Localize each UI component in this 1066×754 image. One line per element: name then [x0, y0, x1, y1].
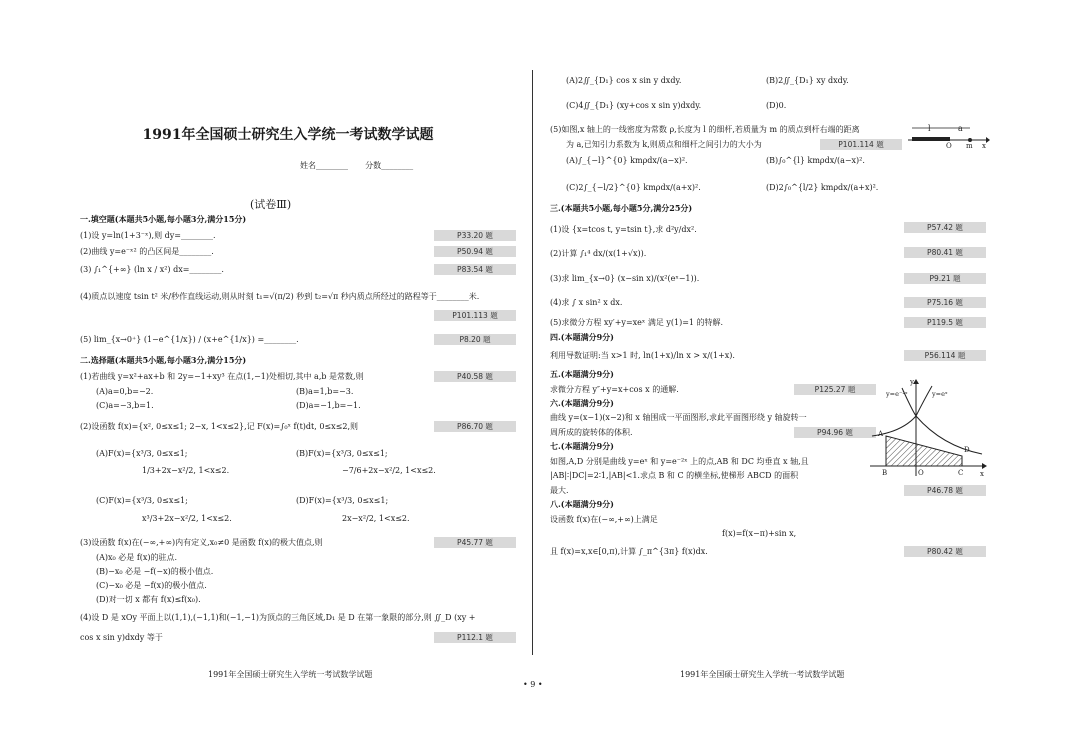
fill-q3: (3) ∫₁^{+∞} (ln x / x²) dx=________.: [80, 265, 224, 274]
proof-q4: 利用导数证明:当 x>1 时, ln(1+x)/ln x > x/(1+x).: [550, 351, 735, 360]
section-3-heading: 三.(本题共5小题,每小题5分,满分25分): [550, 203, 693, 213]
x-axis-arrow: [982, 463, 987, 469]
page-number: • 9 •: [523, 680, 543, 689]
choice-q2-option-c-line1: (C)F(x)={x³/3, 0≤x≤1;: [96, 496, 188, 505]
choice-q5-line1: (5)如图,x 轴上的一线密度为常数 ρ,长度为 l 的细杆,若质量为 m 的质点到杆右端的距离: [550, 125, 860, 134]
choice-q2-option-d-line1: (D)F(x)={x³/3, 0≤x≤1;: [296, 496, 389, 505]
ref-tag: P101.113 题: [434, 310, 516, 321]
integral-q8-line1: 设函数 f(x)在(−∞,+∞)上满足: [550, 515, 658, 524]
choice-q4-line2: cos x sin y)dxdy 等于: [80, 633, 163, 642]
footer-left: 1991年全国硕士研究生入学统一考试数学试题: [208, 670, 373, 679]
choice-q2-option-c-line2: x³/3+2x−x²/2, 1<x≤2.: [142, 514, 232, 523]
label-x: x: [982, 142, 986, 148]
choice-q4-line1: (4)设 D 是 xOy 平面上以(1,1),(−1,1)和(−1,−1)为顶点的三角区域,D₁ 是 D 在第一象限的部分,则 ∬_D (xy +: [80, 613, 476, 622]
page-title: 1991年全国硕士研究生入学统一考试数学试题: [142, 127, 434, 143]
label-o: O: [946, 142, 952, 148]
section-1-heading: 一.填空题(本题共5小题,每小题3分,满分15分): [80, 214, 247, 224]
calc-q1: (1)设 {x=tcos t, y=tsin t},求 d²y/dx².: [550, 225, 697, 234]
choice-q5-line2: 为 a,已知引力系数为 k,则质点和细杆之间引力的大小为: [566, 140, 762, 149]
name-label: 姓名________: [300, 161, 348, 170]
ref-tag: P46.78 题: [904, 485, 986, 496]
calc-q5: (5)求微分方程 xy′+y=xeˣ 满足 y(1)=1 的特解.: [550, 318, 724, 327]
choice-q2: (2)设函数 f(x)={x², 0≤x≤1; 2−x, 1<x≤2},记 F(x)=∫₀ˣ f(t)dt, 0≤x≤2,则: [80, 422, 358, 431]
choice-q3-option-b: (B)−x₀ 必是 −f(−x)的极小值点.: [96, 567, 214, 576]
paper-subtitle: (试卷Ⅲ): [250, 198, 292, 211]
choice-q2-option-b-line1: (B)F(x)={x³/3, 0≤x≤1;: [296, 449, 388, 458]
label-a: A: [878, 430, 884, 438]
integral-q8-line3: 且 f(x)=x,x∈[0,π),计算 ∫_π^{3π} f(x)dx.: [550, 547, 708, 556]
ref-tag: P125.27 题: [794, 384, 876, 395]
ref-tag: P45.77 题: [434, 537, 516, 548]
rod-figure: [906, 120, 990, 148]
label-m: m: [966, 142, 973, 148]
choice-q4-option-a: (A)2∬_{D₁} cos x sin y dxdy.: [566, 76, 682, 85]
ref-tag: P40.58 题: [434, 371, 516, 382]
ref-tag: P94.96 题: [794, 427, 876, 438]
fill-q2: (2)曲线 y=e⁻ˣ² 的凸区间是________.: [80, 247, 214, 256]
choice-q1-option-a: (A)a=0,b=−2.: [96, 387, 154, 396]
fill-q4: (4)质点以速度 tsin t² 米/秒作直线运动,则从时刻 t₁=√(π/2) 秒到 t₂=√π 秒内质点所经过的路程等于________米.: [80, 292, 480, 301]
choice-q4-option-d: (D)0.: [766, 101, 787, 110]
ref-tag: P9.21 题: [904, 273, 986, 284]
choice-q2-option-b-line2: −7/6+2x−x²/2, 1<x≤2.: [342, 466, 436, 475]
ref-tag: P50.94 题: [434, 246, 516, 257]
curve-label-e-neg-2x: y=e⁻²ˣ: [886, 390, 908, 398]
ref-tag: P57.42 题: [904, 222, 986, 233]
choice-q1-option-c: (C)a=−3,b=1.: [96, 401, 154, 410]
rod-bar: [912, 137, 950, 141]
ref-tag: P80.41 题: [904, 247, 986, 258]
label-a: a: [958, 124, 963, 133]
ref-tag: P83.54 题: [434, 264, 516, 275]
section-4-heading: 四.(本题满分9分): [550, 332, 614, 342]
ode-q5: 求微分方程 y″+y=x+cos x 的通解.: [550, 385, 679, 394]
choice-q5-option-b: (B)∫₀^{l} kmρdx/(a−x)².: [766, 156, 865, 165]
x-axis-arrow: [986, 137, 990, 143]
section-2-heading: 二.选择题(本题共5小题,每小题3分,满分15分): [80, 355, 247, 365]
ref-tag: P112.1 题: [434, 632, 516, 643]
choice-q1: (1)若曲线 y=x²+ax+b 和 2y=−1+xy³ 在点(1,−1)处相切,其中 a,b 是常数,则: [80, 372, 364, 381]
column-divider: [532, 70, 533, 655]
label-o: O: [918, 469, 924, 477]
choice-q3-option-c: (C)−x₀ 必是 −f(x)的极小值点.: [96, 581, 207, 590]
score-label: 分数________: [365, 161, 414, 170]
trapezoid-q7-line2: |AB|∶|DC|=2∶1,|AB|<1.求点 B 和 C 的横坐标,使梯形 ABCD 的面积: [550, 471, 799, 480]
label-l: l: [928, 124, 931, 133]
ref-tag: P33.20 题: [434, 230, 516, 241]
ref-tag: P56.114 题: [904, 350, 986, 361]
choice-q1-option-b: (B)a=1,b=−3.: [296, 387, 354, 396]
curve-label-e-x: y=eˣ: [932, 390, 948, 398]
integral-q8-line2: f(x)=f(x−π)+sin x,: [722, 529, 797, 538]
footer-right: 1991年全国硕士研究生入学统一考试数学试题: [680, 670, 845, 679]
calc-q3: (3)求 lim_{x→0} (x−sin x)/(x²(eˣ−1)).: [550, 274, 700, 283]
trapezoid-q7-line1: 如图,A,D 分别是曲线 y=eˣ 和 y=e⁻²ˣ 上的点,AB 和 DC 均垂直 x 轴,且: [550, 457, 809, 466]
ref-tag: P80.42 题: [904, 546, 986, 557]
fill-q1: (1)设 y=ln(1+3⁻ˣ),则 dy=________.: [80, 231, 216, 240]
calc-q4: (4)求 ∫ x sin² x dx.: [550, 298, 623, 307]
trapezoid-abcd: [886, 436, 962, 466]
section-6-heading: 六.(本题满分9分): [550, 398, 614, 408]
choice-q5-option-c: (C)2∫_{−l/2}^{0} kmρdx/(a+x)².: [566, 183, 701, 192]
choice-q4-option-c: (C)4∬_{D₁} (xy+cos x sin y)dxdy.: [566, 101, 702, 110]
choice-q3-option-d: (D)对一切 x 都有 f(x)≤f(x₀).: [96, 595, 201, 604]
label-y: y: [910, 378, 914, 386]
section-7-heading: 七.(本题满分9分): [550, 441, 614, 451]
trapezoid-q7-line3: 最大.: [550, 486, 569, 495]
label-d: D: [964, 446, 970, 454]
label-c: C: [958, 469, 964, 477]
calc-q2: (2)计算 ∫₁⁴ dx/(x(1+√x)).: [550, 249, 647, 258]
ref-tag: P86.70 题: [434, 421, 516, 432]
fill-q5: (5) lim_{x→0⁺} (1−e^{1/x}) / (x+e^{1/x}) =________.: [80, 335, 299, 344]
volume-q6-line2: 周所成的旋转体的体积.: [550, 428, 633, 437]
trapezoid-figure: [862, 376, 990, 480]
choice-q2-option-a-line2: 1/3+2x−x²/2, 1<x≤2.: [142, 466, 230, 475]
ref-tag: P8.20 题: [434, 334, 516, 345]
label-x: x: [980, 470, 984, 478]
section-8-heading: 八.(本题满分9分): [550, 499, 614, 509]
choice-q3-option-a: (A)x₀ 必是 f(x)的驻点.: [96, 553, 178, 562]
choice-q2-option-d-line2: 2x−x²/2, 1<x≤2.: [342, 514, 410, 523]
label-b: B: [882, 469, 888, 477]
volume-q6-line1: 曲线 y=(x−1)(x−2)和 x 轴围成一平面图形,求此平面图形绕 y 轴旋转一: [550, 413, 807, 422]
choice-q1-option-d: (D)a=−1,b=−1.: [296, 401, 361, 410]
ref-tag: P75.16 题: [904, 297, 986, 308]
choice-q3: (3)设函数 f(x)在(−∞,+∞)内有定义,x₀≠0 是函数 f(x)的极大值点,则: [80, 538, 323, 547]
choice-q5-option-d: (D)2∫₀^{l/2} kmρdx/(a+x)².: [766, 183, 879, 192]
choice-q4-option-b: (B)2∬_{D₁} xy dxdy.: [766, 76, 849, 85]
ref-tag: P119.5 题: [904, 317, 986, 328]
ref-tag: P101.114 题: [820, 139, 902, 150]
choice-q5-option-a: (A)∫_{−l}^{0} kmρdx/(a−x)².: [566, 156, 688, 165]
choice-q2-option-a-line1: (A)F(x)={x³/3, 0≤x≤1;: [96, 449, 188, 458]
name-score-line: [300, 160, 413, 171]
section-5-heading: 五.(本题满分9分): [550, 369, 614, 379]
